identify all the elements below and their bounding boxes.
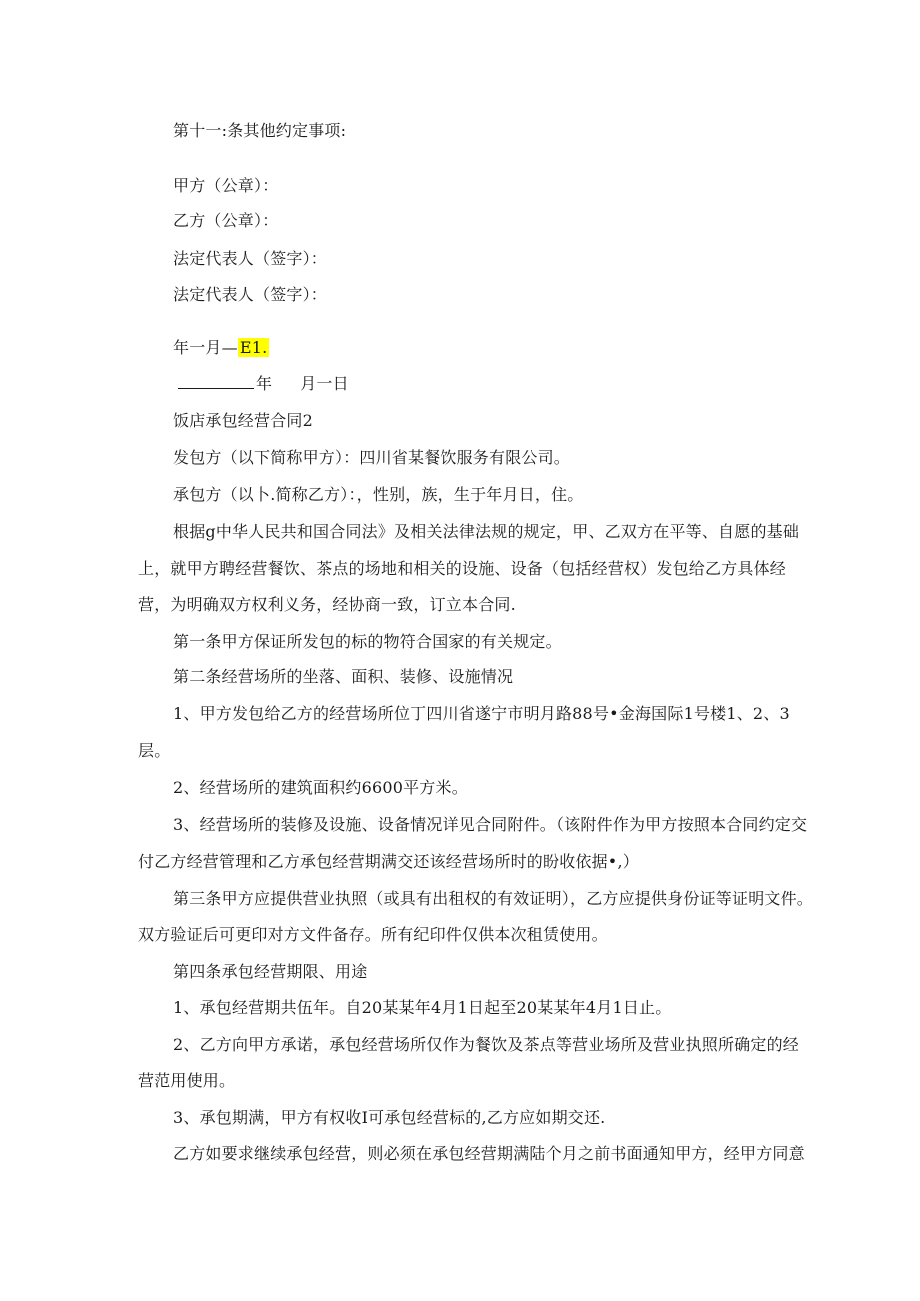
article-2-item-1-cont: 层。 <box>138 741 171 760</box>
article-1: 第一条甲方保证所发包的标的物符合国家的有关规定。 <box>173 632 562 651</box>
article-2-item-3: 3、经营场所的装修及设施、设备情况详见合同附件。（该附件作为甲方按照本合同约定交 <box>173 815 808 834</box>
date-year-label: 年 <box>256 374 273 393</box>
date-line-2 <box>178 374 349 394</box>
party-b-seal-line: 乙方（公章）： <box>173 211 279 230</box>
legal-rep-signature-line-1: 法定代表人（签字）： <box>173 249 328 268</box>
article-4-item-2: 2、乙方向甲方承诺，承包经营场所仅作为餐饮及茶点等营业场所及营业执照所确定的经 <box>173 1035 799 1054</box>
article-4-item-3: 3、承包期满，甲方有权收I可承包经营标的,乙方应如期交还. <box>173 1108 606 1127</box>
article-4-item-2-cont: 营范用使用。 <box>138 1071 236 1090</box>
contractee-line: 承包方（以卜.简称乙方）：，性别，族，生于年月日，住。 <box>173 485 584 504</box>
article-4-heading: 第四条承包经营期限、用途 <box>173 962 368 981</box>
preamble-line-3: 营，为明确双方权利义务，经协商一致，订立本合同. <box>138 595 516 614</box>
article-3-cont: 双方验证后可更印对方文件备存。所有纪印件仅供本次租赁使用。 <box>138 925 608 944</box>
preamble-line-1: 根据g中华人民共和国合同法》及相关法律法规的规定，甲、乙双方在平等、自愿的基础 <box>173 522 800 541</box>
date-month-day-label: 月一日 <box>300 374 349 393</box>
highlighted-text: E1. <box>239 338 268 357</box>
date-blank <box>178 374 254 389</box>
preamble-line-2: 上，就甲方聘经营餐饮、茶点的场地和相关的设施、设备（包括经营权）发包给乙方具体经 <box>138 559 787 578</box>
article-3: 第三条甲方应提供营业执照（或具有出租权的有效证明），乙方应提供身份证等证明文件。 <box>173 889 814 908</box>
article-2-item-1: 1、甲方发包给乙方的经营场所位丁四川省遂宁市明月路88号•金海国际1号楼1、2、3 <box>173 704 790 723</box>
legal-rep-signature-line-2: 法定代表人（签字）： <box>173 285 328 304</box>
article-2-heading: 第二条经营场所的坐落、面积、装修、设施情况 <box>173 667 514 686</box>
party-a-seal-line: 甲方（公章）： <box>173 176 279 195</box>
contract-title: 饭店承包经营合同2 <box>173 411 313 430</box>
article-2-item-3-cont: 付乙方经营管理和乙方承包经营期满交还该经营场所时的盼收依据•,） <box>138 852 639 871</box>
date-line-1 <box>173 338 269 358</box>
contractor-line: 发包方（以下简称甲方）：四川省某餐饮服务有限公司。 <box>173 448 571 467</box>
article-2-item-2: 2、经营场所的建筑面积约6600平方米。 <box>173 778 468 797</box>
article-4-item-1: 1、承包经营期共伍年。自20某某年4月1日起至20某某年4月1日止。 <box>173 998 672 1017</box>
article-4-renewal: 乙方如要求继续承包经营，则必须在承包经营期满陆个月之前书面通知甲方，经甲方同意 <box>173 1144 805 1163</box>
date-line-1-text: 年一月— <box>173 338 238 357</box>
clause-11-heading: 第十一:条其他约定事项: <box>173 121 347 140</box>
